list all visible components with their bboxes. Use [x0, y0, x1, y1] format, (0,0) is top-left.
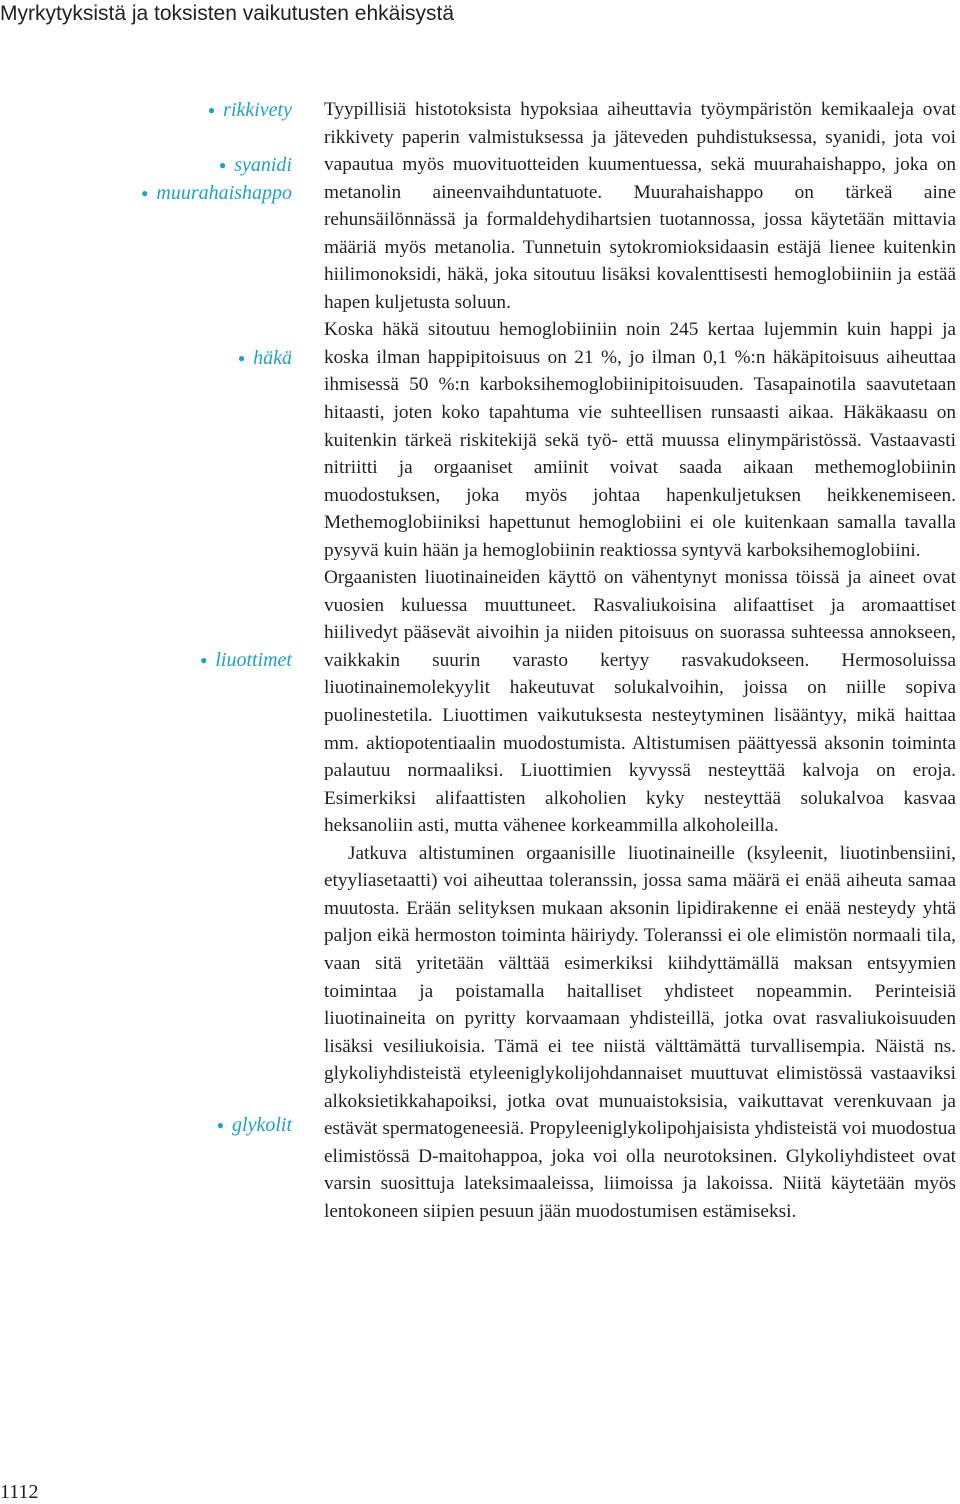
paragraph: Orgaanisten liuotinaineiden käyttö on vähentynyt monissa töissä ja aineet ovat vuosien kuluessa muuttuneet. Rasvaliukoisina alifaattiset ja aromaattiset hiilivedyt pääsevät aivoihin ja niiden pitoisuus on suorassa suhteessa annokseen, vaikkakin suurin varasto kertyy rasvakudokseen. Hermosoluissa liuotinainemolekyylit hakeutuvat solukalvoihin, joissa on niille sopiva puolinestetila. Liuottimen vaikutuksesta nesteytyminen lisääntyy, mikä haittaa mm. aktiopotentiaalin muodostumista. Altistumisen päättyessä aksonin toiminta palautuu normaaliksi. Liuottimien kyvyssä nesteyttää kalvoja on eroja. Esimerkiksi alifaattisten alkoholien kyky nesteyttää solukalvoa kasvaa heksanoliin asti, mutta vähenee korkeammilla alkoholeilla.: [324, 567, 956, 837]
margin-note-syanidi: [219, 153, 292, 177]
margin-note-haka: [238, 346, 292, 370]
margin-note-label: glykolit: [232, 1114, 292, 1136]
margin-note-label: syanidi: [234, 154, 292, 176]
margin-note-label: liuottimet: [215, 649, 292, 671]
bullet-icon: ●: [237, 351, 246, 365]
page-number: 1112: [0, 1481, 39, 1503]
running-head: Myrkytyksistä ja toksisten vaikutusten ehkäisystä: [0, 2, 455, 25]
bullet-icon: ●: [141, 186, 149, 200]
paragraph: Jatkuva altistuminen orgaanisille liuotinaineille (ksyleenit, liuotinbensiini, etyyliasetaatti) voi aiheuttaa toleranssin, jossa sama määrä ei enää aiheuta samaa muutosta. Erään selityksen mukaan aksonin lipidirakenne ei enää nesteydy yhtä paljon eikä hermoston toiminta häiriydy. Toleranssi ei ole elimistön normaali tila, vaan sitä yritetään välttää esimerkiksi kiihdyttämällä maksan entsyymien toimintaa ja poistamalla haitalliset yhdisteet nopeammin. Perinteisiä liuotinaineita on pyritty korvaamaan yhdisteillä, jotka ovat rasvaliukoisuuden lisäksi vesiliukoisia. Tämä ei tee niistä välttämättä turvallisempia. Näistä ns. glykoliyhdisteistä etyleeniglykolijohdannaiset muuttuvat elimistössä vastaaviksi alkoksietikkahapoiksi, jotka ovat munuaistoksisia, vaikuttavat verenkuvaan ja estävät spermatogeneesiä. Propyleeniglykolipohjaisista yhdisteistä voi muodostua elimistössä D-maitohappoa, joka voi olla neurotoksinen. Glykoliyhdisteet ovat varsin suosittuja lateksimaaleissa, liimoissa ja lakoissa. Niitä käytetään myös lentokoneen siipien pesuun jään muodostumisen estämiseksi.: [324, 842, 956, 1222]
margin-note-rikkivety: [208, 98, 292, 122]
body-text: [324, 96, 956, 1225]
bullet-icon: ●: [200, 653, 208, 667]
margin-note-label: muurahaishappo: [156, 182, 292, 204]
margin-note-label: rikkivety: [223, 99, 292, 121]
margin-note-label: häkä: [253, 347, 292, 369]
margin-note-muurahaishappo: [141, 181, 292, 205]
bullet-icon: ●: [207, 103, 216, 117]
bullet-icon: ●: [216, 1118, 225, 1132]
paragraph: Tyypillisiä histotoksista hypoksiaa aiheuttavia työympäristön kemikaaleja ovat rikkivety paperin valmistuksessa ja jäteveden puhdistuksessa, syanidi, jota voi vapautua myös muovituotteiden kuumentuessa, sekä muurahaishappo, joka on metanolin aineenvaihduntatuote. Muurahaishappo on tärkeä aine rehunsäilönnässä ja formaldehydihartsien tuotannossa, jossa käytetään mittavia määriä myös metanolia. Tunnetuin sytokromioksidaasin estäjä lienee kuitenkin hiilimonoksidi, häkä, joka sitoutuu lisäksi kovalenttisesti hemoglobiiniin ja estää hapen kuljetusta soluun.: [324, 99, 956, 313]
margin-note-glykolit: [217, 1113, 292, 1137]
bullet-icon: ●: [218, 158, 227, 172]
margin-note-liuottimet: [200, 648, 292, 672]
paragraph: Koska häkä sitoutuu hemoglobiiniin noin 245 kertaa lujemmin kuin happi ja koska ilman happipitoisuus on 21 %, jo ilman 0,1 %:n häkäpitoisuus aiheuttaa ihmisessä 50 %:n karboksihemoglobiinipitoisuuden. Tasapainotila saavutetaan hitaasti, joten koko tapahtuma vie suhteellisen runsaasti aikaa. Häkäkaasu on kuitenkin tärkeä riskitekijä sekä työ- että muussa elinympäristössä. Vastaavasti nitriitti ja orgaaniset amiinit voivat saada aikaan methemoglobiinin muodostuksen, joka myös johtaa hapenkuljetuksen heikkenemiseen. Methemoglobiiniksi hapettunut hemoglobiini ei ole kuitenkaan samalla tavalla pysyvä kuin hään ja hemoglobiinin reaktiossa syntyvä karboksihemoglobiini.: [324, 319, 956, 561]
